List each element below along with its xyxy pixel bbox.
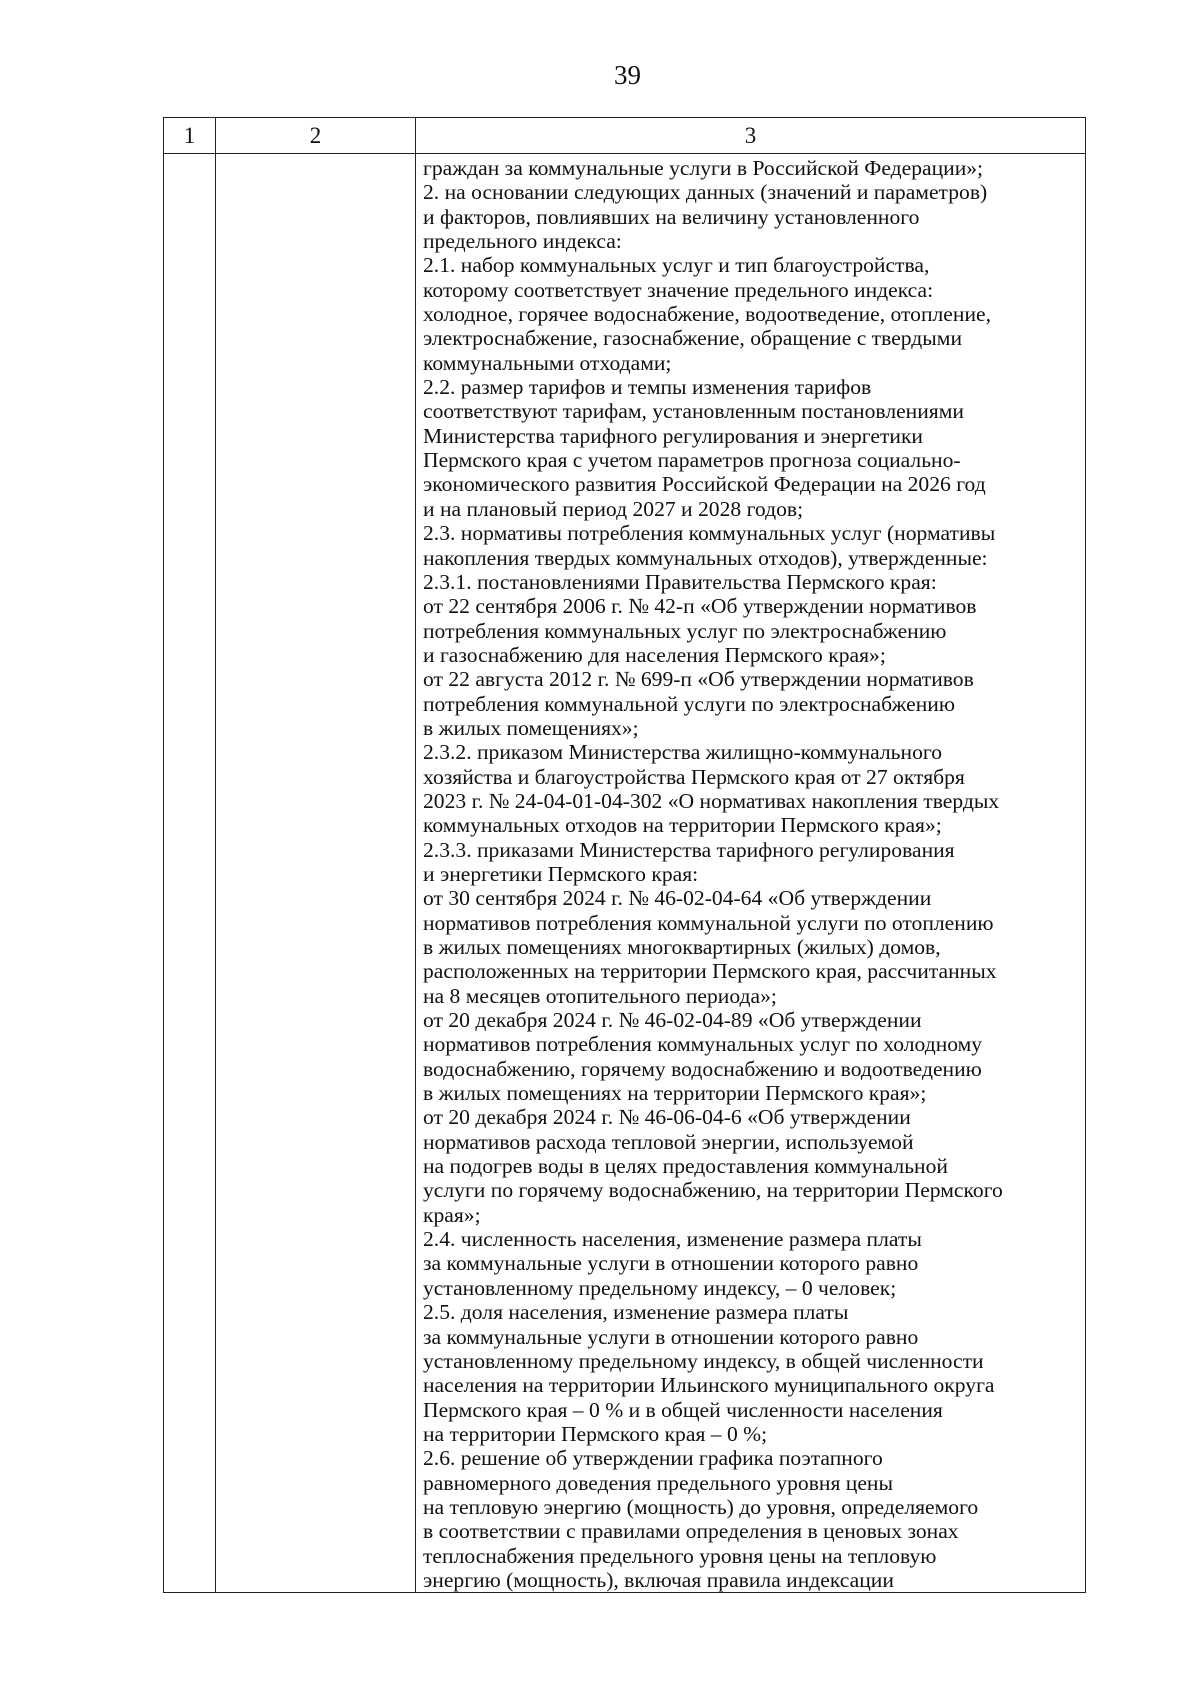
text-line: на подогрев воды в целях предоставления коммунальной [423,1154,948,1179]
text-line: от 20 декабря 2024 г. № 46-02-04-89 «Об утверждении [423,1008,922,1033]
text-line: которому соответствует значение предельного индекса: [423,277,934,302]
text-line: и энергетики Пермского края: [423,861,699,886]
cell-column-3 [416,154,1086,1593]
text-line: электроснабжение, газоснабжение, обращение с твердыми [423,326,962,351]
text-line: 2.3.1. постановлениями Правительства Пермского края: [423,569,937,594]
text-line: установленному предельному индексу, в общей численности [423,1348,984,1373]
text-line: от 22 августа 2012 г. № 699-п «Об утверждении нормативов [423,667,974,692]
text-line: нормативов потребления коммунальных услуг по холодному [423,1032,983,1057]
text-line: и на плановый период 2027 и 2028 годов; [423,496,804,521]
text-line: от 22 сентября 2006 г. № 42-п «Об утверждении нормативов [423,594,977,619]
text-line: 2.5. доля населения, изменение размера платы [423,1300,849,1325]
text-line: водоснабжению, горячему водоснабжению и водоотведению [423,1056,982,1081]
text-line: коммунальных отходов на территории Пермского края»; [423,813,942,838]
column-header-3: 3 [416,118,1086,154]
table-row [164,154,1086,1593]
text-line: 2.6. решение об утверждении графика поэтапного [423,1446,883,1471]
text-line: на территории Пермского края – 0 %; [423,1421,768,1446]
text-line: граждан за коммунальные услуги в Российской Федерации»; [423,156,984,180]
text-line: и факторов, повлиявших на величину установленного [423,204,920,229]
text-line: установленному предельному индексу, – 0 человек; [423,1275,897,1300]
text-line: потребления коммунальных услуг по электроснабжению [423,618,947,643]
text-line: Пермского края с учетом параметров прогноза социально- [423,448,961,473]
column-header-1: 1 [164,118,216,154]
text-line: 2.2. размер тарифов и темпы изменения тарифов [423,375,872,400]
cell-text-block [416,154,1085,1592]
text-line: нормативов расхода тепловой энергии, используемой [423,1129,914,1154]
table-header-row [164,118,1086,154]
text-line: услуги по горячему водоснабжению, на территории Пермского [423,1178,1003,1203]
text-line: холодное, горячее водоснабжение, водоотведение, отопление, [423,302,991,327]
text-line: 2.3.2. приказом Министерства жилищно-коммунального [423,740,942,765]
text-line: Пермского края – 0 % и в общей численности населения [423,1397,943,1422]
cell-column-1 [164,154,216,1593]
text-line: в жилых помещениях на территории Пермского края»; [423,1081,927,1106]
text-line: 2023 г. № 24-04-01-04-302 «О нормативах накопления твердых [423,788,1000,813]
text-line: предельного индекса: [423,229,622,254]
text-line: края»; [423,1202,481,1227]
text-line: коммунальными отходами; [423,350,672,375]
text-line: за коммунальные услуги в отношении которого равно [423,1251,919,1276]
page-number: 39 [614,60,641,90]
text-line: населения на территории Ильинского муниципального округа [423,1373,995,1398]
text-line: расположенных на территории Пермского края, рассчитанных [423,959,997,984]
text-line: от 30 сентября 2024 г. № 46-02-04-64 «Об утверждении [423,886,932,911]
text-line: и газоснабжению для населения Пермского края»; [423,642,886,667]
text-line: от 20 декабря 2024 г. № 46-06-04-6 «Об утверждении [423,1105,911,1130]
text-line: 2.3.3. приказами Министерства тарифного регулирования [423,837,955,862]
text-line: энергию (мощность), включая правила индексации [423,1567,894,1592]
text-line: 2.3. нормативы потребления коммунальных услуг (нормативы [423,521,996,546]
text-line: 2. на основании следующих данных (значений и параметров) [423,180,988,205]
text-line: экономического развития Российской Федерации на 2026 год [423,472,986,497]
cell-column-2 [216,154,416,1593]
text-line: хозяйства и благоустройства Пермского края от 27 октября [423,764,965,789]
document-table [163,117,1086,1593]
text-line: потребления коммунальной услуги по электроснабжению [423,691,955,716]
text-line: соответствуют тарифам, установленным постановлениями [423,399,964,424]
text-line: равномерного доведения предельного уровня цены [423,1470,893,1495]
text-line: нормативов потребления коммунальной услуги по отоплению [423,910,994,935]
text-line: 2.1. набор коммунальных услуг и тип благоустройства, [423,253,930,278]
text-line: накопления твердых коммунальных отходов), утвержденные: [423,545,988,570]
text-line: на тепловую энергию (мощность) до уровня, определяемого [423,1494,979,1519]
text-line: теплоснабжения предельного уровня цены на тепловую [423,1543,937,1568]
text-line: в жилых помещениях»; [423,715,639,740]
text-line: в соответствии с правилами определения в ценовых зонах [423,1519,959,1544]
text-line: за коммунальные услуги в отношении которого равно [423,1324,919,1349]
text-line: в жилых помещениях многоквартирных (жилых) домов, [423,935,941,959]
text-line: 2.4. численность населения, изменение размера платы [423,1227,922,1252]
text-line: Министерства тарифного регулирования и энергетики [423,423,923,448]
column-header-2: 2 [216,118,416,154]
text-line: на 8 месяцев отопительного периода»; [423,983,777,1008]
